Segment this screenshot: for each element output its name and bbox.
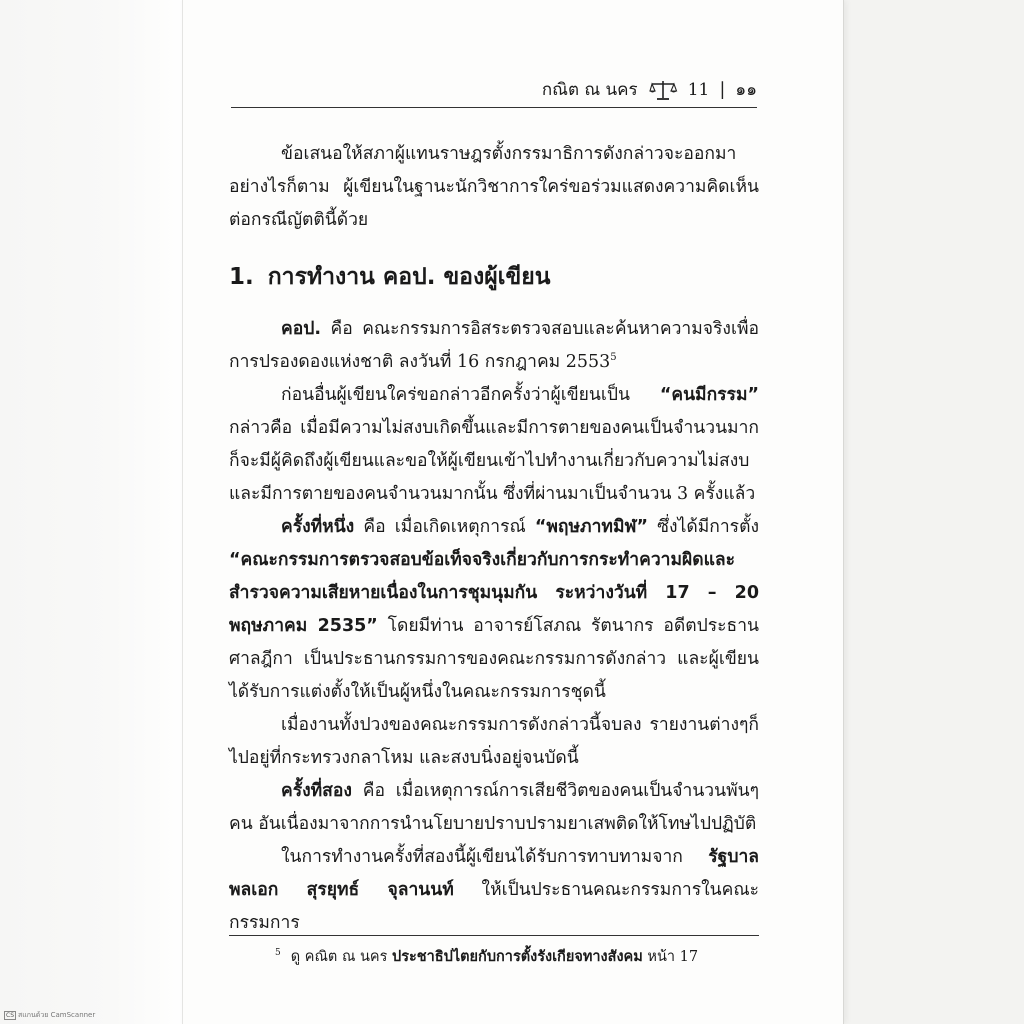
paragraph-first-time xyxy=(229,511,759,709)
footnote xyxy=(275,946,698,968)
book-edge xyxy=(0,0,190,1024)
second-time-text: คือ เมื่อเหตุการณ์การเสียชีวิตของคนเป็นจำนวนพันๆคน อันเนื่องมาจากการนำนโยบายปราบปรามยาเสพติดให้โทษไปปฏิบัติ xyxy=(229,781,759,834)
first-time-text3: โดยมีท่าน อาจารย์โสภณ รัตนากร อดีตประธานศาลฎีกา เป็นประธานกรรมการของคณะกรรมการดังกล่าว และผู้เขียนได้รับการแต่งตั้งให้เป็นผู้หนึ่งในคณะกรรมการชุดนี้ xyxy=(229,616,759,702)
second-work-text: ในการทำงานครั้งที่สองนี้ผู้เขียนได้รับการทาบทามจาก xyxy=(281,847,709,867)
event-name: “พฤษภาทมิฬ” xyxy=(534,517,648,537)
header-rule xyxy=(231,107,757,108)
second-time-label: ครั้งที่สอง xyxy=(281,781,352,801)
page-body xyxy=(229,138,759,940)
section-heading xyxy=(229,257,759,297)
paragraph-kop-definition xyxy=(229,313,759,379)
header-separator: | xyxy=(719,79,726,100)
header-page-arabic: 11 xyxy=(687,79,710,100)
footnote-reference: 5 xyxy=(610,352,617,364)
committee-name: “คณะกรรมการตรวจสอบข้อเท็จจริงเกี่ยวกับการกระทำความผิดและสำรวจความเสียหายเนื่องในการชุมนุมกัน ระหว่างวันที่ 17 – 20 พฤษภาคม 2535” xyxy=(229,550,759,636)
first-time-text2: ซึ่งได้มีการตั้ง xyxy=(647,517,759,537)
second-work-rest: ให้เป็นประธานคณะกรรมการในคณะกรรมการ xyxy=(229,880,759,933)
header-page-thai: ๑๑ xyxy=(735,80,757,100)
camscanner-watermark xyxy=(4,1010,95,1021)
first-time-label: ครั้งที่หนึ่ง xyxy=(281,517,355,537)
kop-term: คอป. xyxy=(281,319,321,339)
footnote-number: 5 xyxy=(275,948,281,959)
running-header xyxy=(542,76,757,103)
footnote-text: ดู คณิต ณ นคร xyxy=(290,949,393,965)
camscanner-text: สแกนด้วย CamScanner xyxy=(18,1011,96,1019)
government-name: รัฐบาลพลเอก สุรยุทธ์ จุลานนท์ xyxy=(229,847,759,900)
karma-rest-text: กล่าวคือ เมื่อมีความไม่สงบเกิดขึ้นและมีการตายของคนเป็นจำนวนมากก็จะมีผู้คิดถึงผู้เขียนและขอให้ผู้เขียนเข้าไปทำงานเกี่ยวกับความไม่สงบและมีการตายของคนจำนวนมากนั้น ซึ่งที่ผ่านมาเป็นจำนวน 3 ครั้งแล้ว xyxy=(229,418,759,504)
first-time-text1: คือ เมื่อเกิดเหตุการณ์ xyxy=(354,517,535,537)
section-title: การทำงาน คอป. ของผู้เขียน xyxy=(267,264,551,290)
paragraph-author-karma xyxy=(229,379,759,511)
paragraph-report-outcome: เมื่องานทั้งปวงของคณะกรรมการดังกล่าวนี้จบลง รายงานต่างๆก็ไปอยู่ที่กระทรวงกลาโหม และสงบนิ่งอยู่จนบัดนี้ xyxy=(229,715,759,768)
kop-definition-text: คือ คณะกรรมการอิสระตรวจสอบและค้นหาความจริงเพื่อการปรองดองแห่งชาติ ลงวันที่ 16 กรกฎาคม 2553 xyxy=(229,319,759,372)
karma-intro-text: ก่อนอื่นผู้เขียนใคร่ขอกล่าวอีกครั้งว่าผู้เขียนเป็น xyxy=(281,385,660,405)
paragraph-second-work xyxy=(229,841,759,940)
karma-phrase: “คนมีกรรม” xyxy=(659,385,759,405)
section-number: 1. xyxy=(229,264,254,290)
footnote-book-title: ประชาธิปไตยกับการตั้งรังเกียจทางสังคม xyxy=(392,949,643,965)
paragraph-second-time xyxy=(229,775,759,841)
footnote-page: หน้า 17 xyxy=(642,949,699,965)
scales-of-justice-icon xyxy=(648,79,678,101)
intro-paragraph: ข้อเสนอให้สภาผู้แทนราษฎรตั้งกรรมาธิการดังกล่าวจะออกมาอย่างไรก็ตาม ผู้เขียนในฐานะนักวิชาการใคร่ขอร่วมแสดงความคิดเห็นต่อกรณีญัตตินี้ด้วย xyxy=(229,144,759,230)
camscanner-logo: CS xyxy=(6,1012,14,1019)
book-page xyxy=(182,0,844,1024)
footnote-rule xyxy=(229,935,759,936)
header-author: กณิต ณ นคร xyxy=(541,80,638,100)
